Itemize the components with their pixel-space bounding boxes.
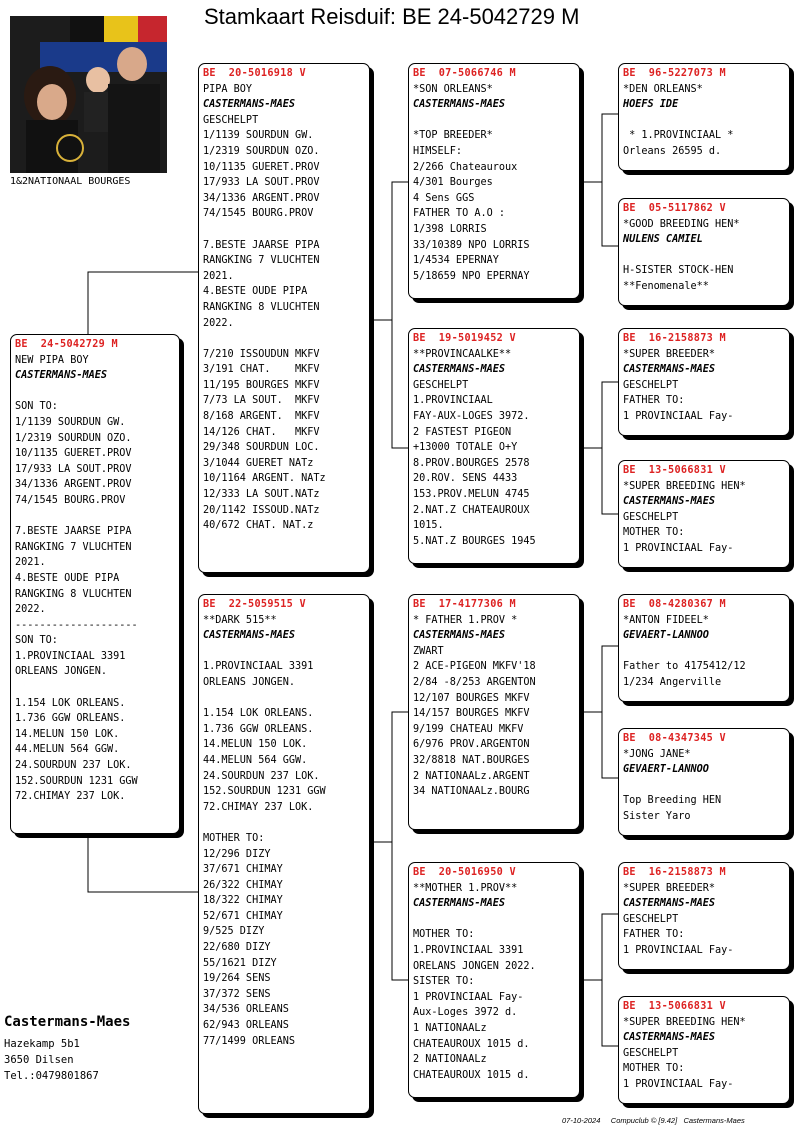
card-line: RANGKING 7 VLUCHTEN — [203, 255, 320, 267]
card-line: *GOOD BREEDING HEN* — [623, 218, 740, 230]
card-line: 2022. — [15, 604, 46, 616]
card-line — [203, 691, 365, 707]
card-line: 33/10389 NPO LORRIS — [413, 239, 530, 251]
card-fff[interactable] — [618, 63, 790, 171]
card-line: 1/1139 SOURDUN GW. — [203, 130, 314, 142]
breeder-name: HOEFS IDE — [623, 99, 679, 111]
card-line: 8.PROV.BOURGES 2578 — [413, 457, 530, 469]
card-line: 2 NATIONAALz.ARGENT — [413, 770, 530, 782]
card-line: 1015. — [413, 520, 444, 532]
ring-number: BE 22-5059515 V — [203, 599, 306, 610]
breeder-name: GEVAERT-LANNOO — [623, 630, 709, 642]
ring-number: BE 96-5227073 M — [623, 68, 726, 79]
ring-number: BE 07-5066746 M — [413, 68, 516, 79]
owner-name: Castermans-Maes — [4, 1014, 131, 1030]
footer-owner: Castermans-Maes — [683, 1116, 745, 1125]
card-line: 4.BESTE OUDE PIPA — [15, 572, 120, 584]
card-line: 77/1499 ORLEANS — [203, 1035, 296, 1047]
card-line: NEW PIPA BOY — [15, 354, 89, 366]
card-line: GESCHELPT — [623, 1047, 679, 1059]
card-line — [203, 331, 365, 347]
card-line: 18/322 CHIMAY — [203, 895, 283, 907]
card-line: 17/933 LA SOUT.PROV — [203, 177, 320, 189]
card-line: 11/195 BOURGES MKFV — [203, 379, 320, 391]
card-line: MOTHER TO: — [413, 929, 475, 941]
card-line: GESCHELPT — [203, 114, 259, 126]
card-line: 72.CHIMAY 237 LOK. — [203, 801, 314, 813]
card-line: 1.736 GGW ORLEANS. — [203, 723, 314, 735]
card-line — [15, 509, 175, 525]
card-line — [623, 644, 785, 660]
breeder-name: CASTERMANS-MAES — [623, 898, 716, 910]
card-line: 12/333 LA SOUT.NATz — [203, 489, 320, 501]
card-line — [623, 778, 785, 794]
ring-number: BE 20-5016918 V — [203, 68, 306, 79]
card-line — [15, 384, 175, 400]
card-line: 5/18659 NPO EPERNAY — [413, 270, 530, 282]
ring-number: BE 08-4280367 M — [623, 599, 726, 610]
card-line: 5.NAT.Z BOURGES 1945 — [413, 535, 536, 547]
card-line: RANGKING 7 VLUCHTEN — [15, 541, 132, 553]
ring-number: BE 13-5066831 V — [623, 1001, 726, 1012]
ring-number: BE 16-2158873 M — [623, 867, 726, 878]
breeder-name: CASTERMANS-MAES — [413, 99, 506, 111]
card-line: 9/525 DIZY — [203, 926, 265, 938]
card-line: Sister Yaro — [623, 810, 691, 822]
card-mmm[interactable] — [618, 996, 790, 1104]
card-line: 1 PROVINCIAAL Fay- — [413, 991, 524, 1003]
card-mff[interactable] — [618, 594, 790, 702]
breeder-name: CASTERMANS-MAES — [623, 1032, 716, 1044]
breeder-name: CASTERMANS-MAES — [623, 364, 716, 376]
card-line: 1.PROVINCIAAL — [413, 395, 493, 407]
card-line — [623, 113, 785, 129]
card-line: *SON ORLEANS* — [413, 83, 493, 95]
card-line: 44.MELUN 564 GGW. — [203, 754, 308, 766]
breeder-name: NULENS CAMIEL — [623, 234, 703, 246]
card-line: 26/322 CHIMAY — [203, 879, 283, 891]
card-line: 7.BESTE JAARSE PIPA — [15, 526, 132, 538]
card-line: *SUPER BREEDER* — [623, 348, 716, 360]
card-line: ORELANS JONGEN 2022. — [413, 960, 536, 972]
card-line: 8/168 ARGENT. MKFV — [203, 411, 320, 423]
card-line: 34/1336 ARGENT.PROV — [203, 192, 320, 204]
card-line: MOTHER TO: — [623, 527, 685, 539]
card-line: 1/4534 EPERNAY — [413, 255, 499, 267]
card-line: 14/126 CHAT. MKFV — [203, 426, 320, 438]
card-line: H-SISTER STOCK-HEN — [623, 265, 734, 277]
card-line: +13000 TOTALE O+Y — [413, 442, 518, 454]
card-line: FAY-AUX-LOGES 3972. — [413, 410, 530, 422]
breeder-name: GEVAERT-LANNOO — [623, 764, 709, 776]
card-line: MOTHER TO: — [623, 1063, 685, 1075]
card-line: 7.BESTE JAARSE PIPA — [203, 239, 320, 251]
card-line — [203, 815, 365, 831]
card-line: 1 PROVINCIAAL Fay- — [623, 944, 734, 956]
breeder-name: CASTERMANS-MAES — [413, 630, 506, 642]
card-line: 1 PROVINCIAAL Fay- — [623, 410, 734, 422]
breeder-name: CASTERMANS-MAES — [413, 364, 506, 376]
card-line: 9/199 CHATEAU MKFV — [413, 723, 524, 735]
card-line: 10/1164 ARGENT. NATz — [203, 473, 326, 485]
card-line: 4.BESTE OUDE PIPA — [203, 286, 308, 298]
card-father[interactable] — [198, 63, 370, 573]
ring-number: BE 17-4177306 M — [413, 599, 516, 610]
footer-software: Compuclub © [9.42] — [610, 1116, 678, 1125]
card-line: ORLEANS JONGEN. — [203, 676, 296, 688]
card-line: 2.NAT.Z CHATEAUROUX — [413, 504, 530, 516]
card-line: FATHER TO A.O : — [413, 208, 506, 220]
card-line — [203, 644, 365, 660]
card-line: **DARK 515** — [203, 614, 277, 626]
card-line — [413, 113, 575, 129]
card-line: MOTHER TO: — [203, 832, 265, 844]
card-mother[interactable] — [198, 594, 370, 1114]
card-line: SON TO: — [15, 635, 58, 647]
card-line: *SUPER BREEDING HEN* — [623, 480, 746, 492]
card-line: 52/671 CHIMAY — [203, 910, 283, 922]
card-line: 14/157 BOURGES MKFV — [413, 708, 530, 720]
card-line: 12/107 BOURGES MKFV — [413, 692, 530, 704]
card-line: HIMSELF: — [413, 145, 463, 157]
card-line: 1.154 LOK ORLEANS. — [15, 697, 126, 709]
card-line: -------------------- — [15, 619, 138, 631]
card-line: 4/301 Bourges — [413, 177, 493, 189]
card-line: 2 ACE-PIGEON MKFV'18 — [413, 661, 536, 673]
card-line: 1.154 LOK ORLEANS. — [203, 708, 314, 720]
card-line: 14.MELUN 150 LOK. — [203, 739, 308, 751]
card-line: * FATHER 1.PROV * — [413, 614, 518, 626]
card-line: GESCHELPT — [623, 913, 679, 925]
card-line: 40/672 CHAT. NAT.z — [203, 520, 314, 532]
card-line: 62/943 ORLEANS — [203, 1020, 289, 1032]
card-line: 153.PROV.MELUN 4745 — [413, 488, 530, 500]
card-line: 4 Sens GGS — [413, 192, 475, 204]
card-line: *TOP BREEDER* — [413, 130, 493, 142]
card-line: *SUPER BREEDING HEN* — [623, 1016, 746, 1028]
card-line: 20.ROV. SENS 4433 — [413, 473, 518, 485]
card-line: 44.MELUN 564 GGW. — [15, 744, 120, 756]
card-line: 55/1621 DIZY — [203, 957, 277, 969]
card-line: 24.SOURDUN 237 LOK. — [15, 760, 132, 772]
card-line: FATHER TO: — [623, 929, 685, 941]
card-line: **MOTHER 1.PROV** — [413, 882, 518, 894]
card-line: 3/191 CHAT. MKFV — [203, 364, 320, 376]
card-line: 14.MELUN 150 LOK. — [15, 728, 120, 740]
card-line: RANGKING 8 VLUCHTEN — [15, 588, 132, 600]
card-line: Aux-Loges 3972 d. — [413, 1007, 518, 1019]
owner-address2: 3650 Dilsen — [4, 1054, 74, 1066]
card-line: FATHER TO: — [623, 395, 685, 407]
card-line: 2/84 -8/253 ARGENTON — [413, 676, 536, 688]
card-mother-mother[interactable] — [408, 862, 580, 1098]
breeder-name: CASTERMANS-MAES — [203, 99, 296, 111]
ring-number: BE 24-5042729 M — [15, 339, 118, 350]
card-fmf[interactable] — [618, 328, 790, 436]
card-line: ORLEANS JONGEN. — [15, 666, 108, 678]
card-line — [15, 680, 175, 696]
card-line: *JONG JANE* — [623, 748, 691, 760]
card-line: 1/398 LORRIS — [413, 223, 487, 235]
owner-address1: Hazekamp 5b1 — [4, 1038, 80, 1050]
card-line: 7/73 LA SOUT. MKFV — [203, 395, 320, 407]
ring-number: BE 05-5117862 V — [623, 203, 726, 214]
card-line: 10/1135 GUERET.PROV — [203, 161, 320, 173]
card-father-mother[interactable] — [408, 328, 580, 564]
card-line: 12/296 DIZY — [203, 848, 271, 860]
card-line: 2021. — [203, 270, 234, 282]
card-mother-father[interactable] — [408, 594, 580, 830]
card-line: 1 PROVINCIAAL Fay- — [623, 1078, 734, 1090]
card-line: 32/8818 NAT.BOURGES — [413, 754, 530, 766]
owner-phone: Tel.:0479801867 — [4, 1070, 99, 1082]
card-line: 10/1135 GUERET.PROV — [15, 448, 132, 460]
card-line: 34/1336 ARGENT.PROV — [15, 479, 132, 491]
card-line: 152.SOURDUN 1231 GGW — [203, 786, 326, 798]
card-line — [413, 912, 575, 928]
card-mfm[interactable] — [618, 728, 790, 836]
card-line: Orleans 26595 d. — [623, 145, 722, 157]
card-mmf[interactable] — [618, 862, 790, 970]
card-line: 22/680 DIZY — [203, 942, 271, 954]
card-line: 6/976 PROV.ARGENTON — [413, 739, 530, 751]
card-line: SON TO: — [15, 401, 58, 413]
card-line: 72.CHIMAY 237 LOK. — [15, 791, 126, 803]
card-line: **Fenomenale** — [623, 280, 709, 292]
card-line: **PROVINCAALKE** — [413, 348, 512, 360]
card-line: *ANTON FIDEEL* — [623, 614, 709, 626]
card-line — [623, 248, 785, 264]
card-fmm[interactable] — [618, 460, 790, 568]
card-line: GESCHELPT — [623, 379, 679, 391]
card-line: 29/348 SOURDUN LOC. — [203, 442, 320, 454]
card-line: GESCHELPT — [413, 379, 469, 391]
card-line: 1.PROVINCIAAL 3391 — [413, 944, 524, 956]
card-line: GESCHELPT — [623, 511, 679, 523]
card-line: *DEN ORLEANS* — [623, 83, 703, 95]
card-line: 1.PROVINCIAAL 3391 — [203, 661, 314, 673]
card-line: 3/1044 GUERET NATz — [203, 457, 314, 469]
card-line: 1/2319 SOURDUN OZO. — [203, 145, 320, 157]
card-father-father[interactable] — [408, 63, 580, 299]
card-line: CHATEAUROUX 1015 d. — [413, 1038, 530, 1050]
ring-number: BE 16-2158873 M — [623, 333, 726, 344]
card-line: * 1.PROVINCIAAL * — [623, 130, 734, 142]
card-line: 2022. — [203, 317, 234, 329]
card-line: 1.PROVINCIAAL 3391 — [15, 650, 126, 662]
card-line: 1/2319 SOURDUN OZO. — [15, 432, 132, 444]
footer-date: 07-10-2024 — [562, 1116, 601, 1125]
card-ffm[interactable] — [618, 198, 790, 306]
card-line: 19/264 SENS — [203, 973, 271, 985]
card-line: 1/234 Angerville — [623, 676, 722, 688]
breeder-name: CASTERMANS-MAES — [203, 630, 296, 642]
card-subject[interactable] — [10, 334, 180, 834]
card-line: 37/671 CHIMAY — [203, 864, 283, 876]
card-line: 34 NATIONAALz.BOURG — [413, 786, 530, 798]
card-line: PIPA BOY — [203, 83, 253, 95]
card-line: 1.736 GGW ORLEANS. — [15, 713, 126, 725]
card-line: 1 PROVINCIAAL Fay- — [623, 542, 734, 554]
card-line: 2 NATIONAALz — [413, 1054, 487, 1066]
card-line: 24.SOURDUN 237 LOK. — [203, 770, 320, 782]
card-line: 2/266 Chateauroux — [413, 161, 518, 173]
card-line: CHATEAUROUX 1015 d. — [413, 1069, 530, 1081]
card-line: 7/210 ISSOUDUN MKFV — [203, 348, 320, 360]
card-line: 152.SOURDUN 1231 GGW — [15, 775, 138, 787]
card-line: 1/1139 SOURDUN GW. — [15, 416, 126, 428]
card-line: ZWART — [413, 645, 444, 657]
card-line: Top Breeding HEN — [623, 795, 722, 807]
card-line: 2 FASTEST PIGEON — [413, 426, 512, 438]
card-line — [203, 222, 365, 238]
card-line: RANGKING 8 VLUCHTEN — [203, 301, 320, 313]
breeder-name: CASTERMANS-MAES — [15, 370, 108, 382]
card-line: 74/1545 BOURG.PROV — [203, 208, 314, 220]
photo-caption: 1&2NATIONAAL BOURGES — [10, 176, 131, 187]
card-line: 17/933 LA SOUT.PROV — [15, 463, 132, 475]
card-line: 34/536 ORLEANS — [203, 1004, 289, 1016]
card-line: 20/1142 ISSOUD.NATz — [203, 504, 320, 516]
card-line: 1 NATIONAALz — [413, 1022, 487, 1034]
breeder-name: CASTERMANS-MAES — [413, 898, 506, 910]
ring-number: BE 19-5019452 V — [413, 333, 516, 344]
card-line: SISTER TO: — [413, 976, 475, 988]
breeder-name: CASTERMANS-MAES — [623, 496, 716, 508]
ring-number: BE 13-5066831 V — [623, 465, 726, 476]
card-line: 2021. — [15, 557, 46, 569]
card-line: Father to 4175412/12 — [623, 661, 746, 673]
ring-number: BE 08-4347345 V — [623, 733, 726, 744]
card-line: *SUPER BREEDER* — [623, 882, 716, 894]
card-line: 37/372 SENS — [203, 988, 271, 1000]
footer — [562, 1116, 745, 1125]
ring-number: BE 20-5016950 V — [413, 867, 516, 878]
card-line: 74/1545 BOURG.PROV — [15, 494, 126, 506]
page-title: Stamkaart Reisduif: BE 24-5042729 M — [204, 4, 580, 29]
